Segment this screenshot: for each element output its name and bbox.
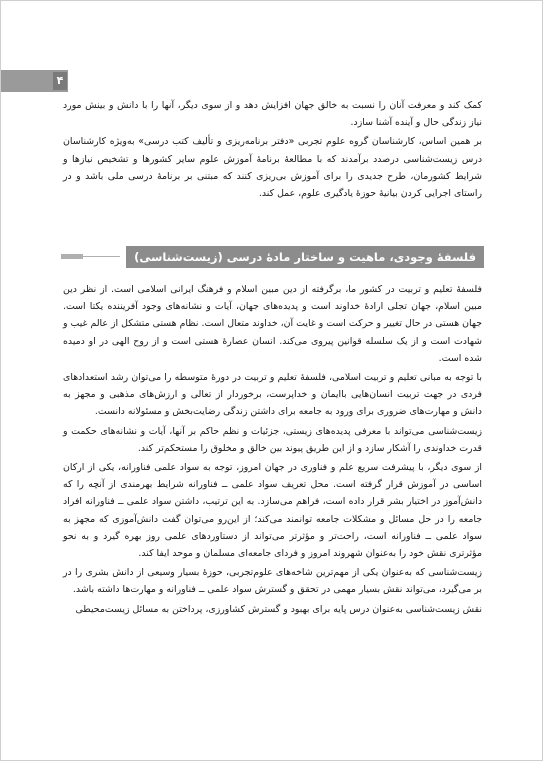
body-paragraph-2: با توجه به مبانی تعلیم و تربیت اسلامی، فلسفهٔ تعلیم و تربیت در دورهٔ متوسطه را می‌توان رشد استعدادهای فردی در جهت تربیت انسان‌هایی باایمان و خداپرست، برخوردار از تعالی و ارزش‌های مذهبی و مجهز به دانش و مهارت‌های ضروری برای ورود به جامعه برای داشتن زندگی رضایت‌بخش و مسئولانه دانست. — [63, 372, 482, 418]
intro-text-block — [63, 97, 482, 204]
page-number: ۴ — [53, 72, 67, 90]
intro-paragraph-1: کمک کند و معرفت آنان را نسبت به خالق جهان افزایش دهد و از سوی دیگر، آنها را با دانش و بینش مورد نیاز زندگی حال و آینده آشنا سازد. — [63, 100, 482, 129]
intro-paragraph-2: بر همین اساس، کارشناسان گروه علوم تجربی «دفتر برنامه‌ریزی و تألیف کتب درسی» به‌ویژه کارشناسان درس زیست‌شناسی درصدد برآمدند که با مطالعهٔ برنامهٔ آموزش علوم سایر کشورها و تشخیص نیازها و شرایط کشورمان، طرح جدیدی را برای آموزش بی‌ریزی کنند که مبتنی بر برنامهٔ درسی ملی باشد و در راستای اجرایی کردن بیانیهٔ حوزهٔ یادگیری علوم، عمل کند. — [63, 136, 482, 200]
section-heading-bar — [61, 246, 484, 268]
page-number-tab — [1, 70, 68, 92]
body-paragraph-3: زیست‌شناسی می‌تواند با معرفی پدیده‌های زیستی، جزئیات و نظم حاکم بر آنها، آیات و نشانه‌های حکمت و قدرت خداوندی را آشکار سازد و از این طریق پیوند بین خالق و مخلوق را مستحکم‌تر کند. — [63, 425, 482, 454]
body-paragraph-1: فلسفهٔ تعلیم و تربیت در کشور ما، برگرفته از دین مبین اسلام و فرهنگ ایرانی اسلامی است. از نظر دین مبین اسلام، جهان تجلی ارادهٔ خداوند است و پدیده‌های جهان، آیات و نشانه‌های وجود آفریننده یکتا است. جهان هستی در حال تغییر و حرکت است و غایت آن، خداوند متعال است. نظام هستی متشکل از عالم غیب و شهادت است و از یک سلسله قوانین پیروی می‌کند. انسان عصارهٔ هستی است و از روح الهی در او دمیده شده است. — [63, 284, 482, 364]
body-paragraph-6: نقش زیست‌شناسی به‌عنوان درس پایه برای بهبود و گسترش کشاورزی، پرداختن به مسائل زیست‌محیطی — [75, 603, 482, 615]
body-paragraph-5: زیست‌شناسی که به‌عنوان یکی از مهم‌ترین شاخه‌های علوم‌تجربی، حوزهٔ بسیار وسیعی از دانش بشری را در بر می‌گیرد، می‌تواند نقش بسیار مهمی در تحقق و گسترش سواد علمی ــ فناورانه و مهارت‌ها داشته باشد. — [63, 567, 482, 596]
section-heading: فلسفهٔ وجودی، ماهیت و ساختار مادهٔ درسی (زیست‌شناسی) — [126, 246, 484, 268]
body-paragraph-4: از سوی دیگر، با پیشرفت سریع علم و فناوری در جهان امروز، توجه به سواد علمی فناورانه، یکی از ارکان اساسی در آموزش قرار گرفته است. محل تعریف سواد علمی ــ فناورانه شرایط بهرمندی از آنچه را که دانش‌آموز در اختیار بشر قرار داده است، فراهم می‌سازد. به این ترتیب، داشتن سواد علمی ــ فناورانه افراد جامعه را در حل مسائل و مشکلات جامعه توانمند می‌کند؛ از این‌رو می‌توان گفت دانش‌آموزی که مجهز به سواد علمی ــ فناورانه است، راحت‌تر و مؤثرتر می‌تواند از دستاوردهای علمی روز بهره گیرد و به نحو مؤثرتری نقش خود را به‌عنوان شهروند امروز و فردای جامعه‌ای مسلمان و موحد ایفا کند. — [63, 462, 482, 560]
body-text-block — [63, 281, 482, 620]
heading-rule-dash — [61, 254, 83, 259]
